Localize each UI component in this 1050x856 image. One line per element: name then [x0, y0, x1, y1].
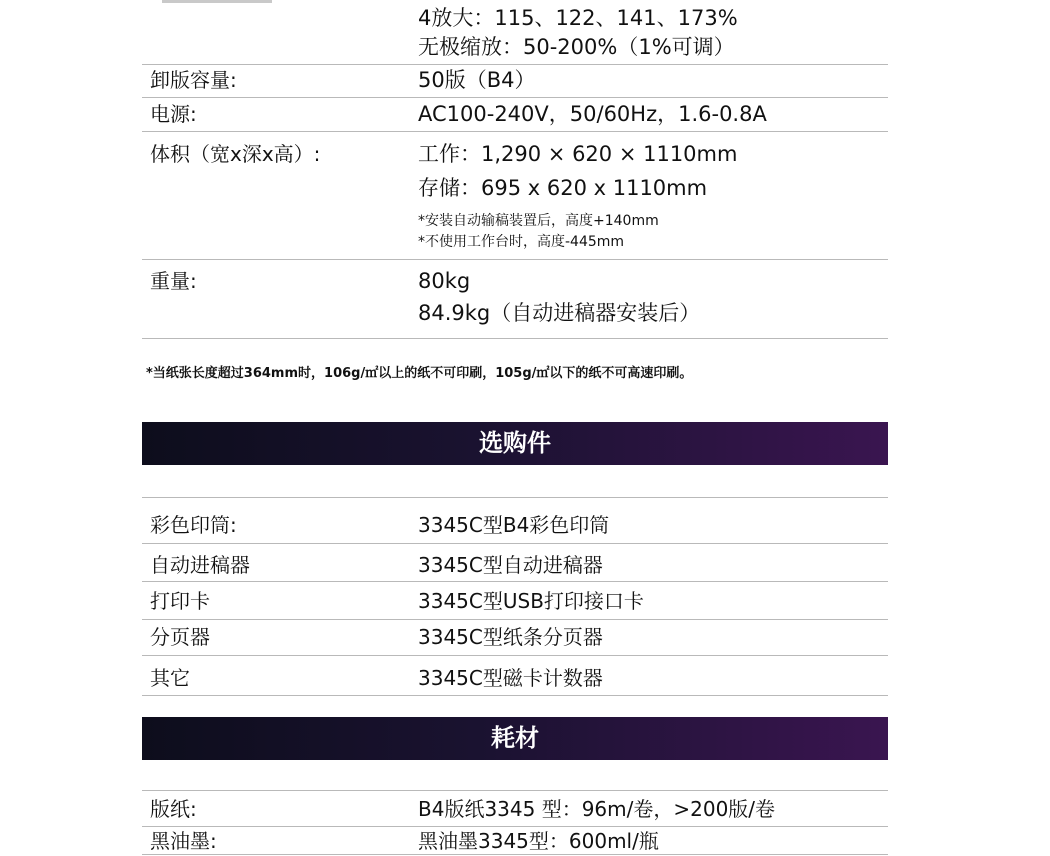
weight-label: 重量: — [150, 269, 197, 293]
option-label: 分页器 — [150, 625, 210, 649]
divider — [142, 854, 888, 855]
zoom-free-value: 无极缩放：50-200%（1%可调） — [418, 35, 735, 59]
power-value: AC100-240V，50/60Hz，1.6-0.8A — [418, 102, 767, 126]
consumable-label: 黑油墨: — [150, 829, 217, 853]
divider — [142, 64, 888, 65]
volume-note-1: *安装自动输稿装置后，高度+140mm — [418, 213, 659, 229]
divider — [142, 581, 888, 582]
cropped-text-fragment — [162, 0, 272, 3]
divider — [142, 97, 888, 98]
divider — [142, 338, 888, 339]
consumables-title: 耗材 — [491, 724, 539, 752]
divider — [142, 826, 888, 827]
divider — [142, 259, 888, 260]
capacity-value: 50版（B4） — [418, 68, 536, 92]
option-value: 3345C型B4彩色印筒 — [418, 513, 610, 537]
options-section-header — [142, 422, 888, 465]
divider — [142, 497, 888, 498]
volume-label: 体积（宽x深x高）: — [150, 142, 321, 166]
volume-work-value: 工作：1,290 × 620 × 1110mm — [418, 142, 738, 166]
divider — [142, 131, 888, 132]
options-title: 选购件 — [479, 429, 551, 457]
consumable-value: 黑油墨3345型：600ml/瓶 — [418, 829, 659, 853]
consumable-value: B4版纸3345 型：96m/卷，>200版/卷 — [418, 797, 776, 821]
divider — [142, 543, 888, 544]
zoom-preset-value: 4放大：115、122、141、173% — [418, 6, 738, 30]
divider — [142, 695, 888, 696]
weight-value-2: 84.9kg（自动进稿器安装后） — [418, 301, 701, 325]
option-label: 其它 — [150, 666, 190, 690]
option-value: 3345C型磁卡计数器 — [418, 666, 603, 690]
option-value: 3345C型自动进稿器 — [418, 553, 603, 577]
divider — [142, 619, 888, 620]
divider — [142, 790, 888, 791]
consumable-label: 版纸: — [150, 797, 197, 821]
option-label: 自动进稿器 — [150, 553, 250, 577]
option-label: 打印卡 — [150, 589, 210, 613]
option-value: 3345C型纸条分页器 — [418, 625, 603, 649]
power-label: 电源: — [150, 102, 197, 126]
volume-note-2: *不使用工作台时，高度-445mm — [418, 234, 625, 250]
volume-store-value: 存储：695 x 620 x 1110mm — [418, 176, 708, 200]
divider — [142, 655, 888, 656]
option-label: 彩色印筒: — [150, 513, 237, 537]
consumables-section-header — [142, 717, 888, 760]
option-value: 3345C型USB打印接口卡 — [418, 589, 644, 613]
capacity-label: 卸版容量: — [150, 68, 237, 92]
footnote: *当纸张长度超过364mm时，106g/㎡以上的纸不可印刷，105g/㎡以下的纸不可高速印刷。 — [146, 366, 693, 381]
weight-value-1: 80kg — [418, 269, 471, 293]
